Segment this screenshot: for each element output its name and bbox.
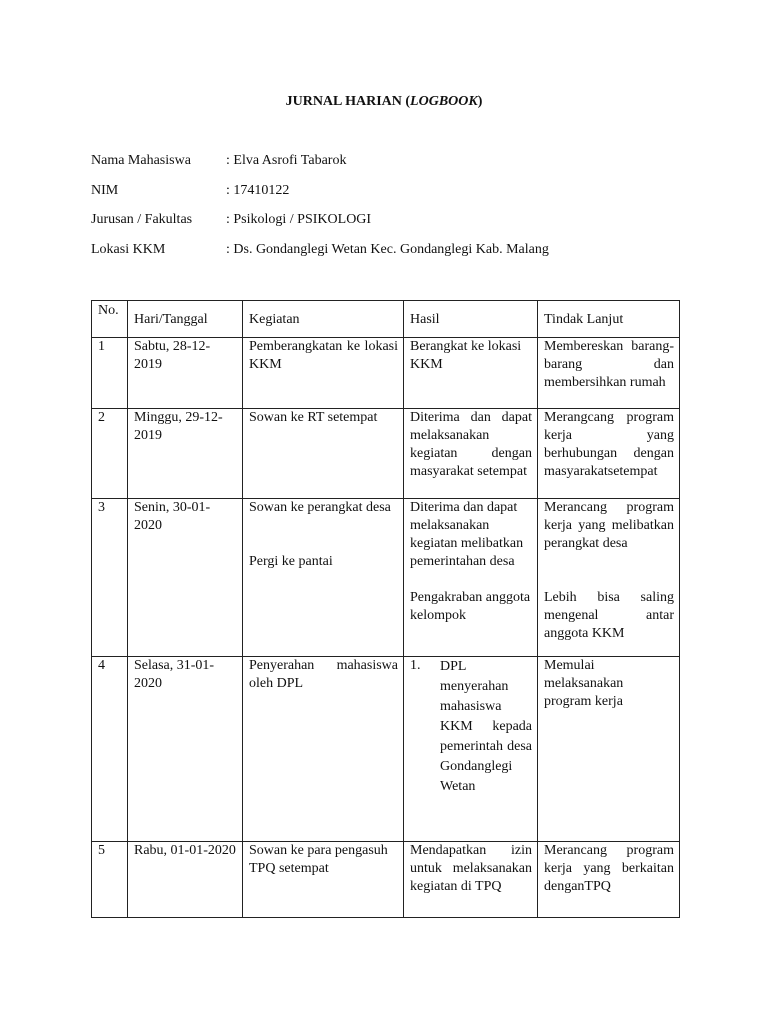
- activity-text: Sowan ke perangkat desa: [249, 500, 391, 515]
- table-row: [92, 842, 680, 918]
- cell-activity: [243, 499, 404, 657]
- table-row: [92, 409, 680, 499]
- cell-no: 2: [92, 409, 128, 499]
- cell-result: [404, 657, 538, 842]
- cell-activity: Sowan ke para pengasuh TPQ setempat: [243, 842, 404, 918]
- cell-activity: Pemberangkatan ke lokasi KKM: [243, 338, 404, 409]
- info-value: : Ds. Gondanglegi Wetan Kec. Gondanglegi Kab. Malang: [226, 242, 549, 257]
- activity-text-secondary: Pergi ke pantai: [249, 554, 333, 569]
- cell-no: 4: [92, 657, 128, 842]
- info-value: : Psikologi / PSIKOLOGI: [226, 212, 372, 227]
- result-text: Diterima dan dapat melaksanakan kegiatan melibatkan pemerintahan desa: [410, 500, 524, 569]
- list-number: 1.: [410, 658, 421, 673]
- follow-text-secondary: Lebih bisa saling mengenal antar anggota KKM: [544, 590, 674, 641]
- header-cell: [128, 301, 243, 338]
- header-cell: [538, 301, 680, 338]
- list-text: DPL menyerahan mahasiswa KKM kepada pemerintah desa Gondanglegi Wetan: [440, 659, 532, 794]
- title-main: JURNAL HARIAN (: [285, 94, 411, 109]
- header-follow: Tindak Lanjut: [544, 312, 624, 327]
- cell-follow: Merangcang program kerja yang berhubungan dengan masyarakatsetempat: [538, 409, 680, 499]
- cell-follow: Membereskan barang-barang dan membersihkan rumah: [538, 338, 680, 409]
- result-text-secondary: Pengakraban anggota kelompok: [410, 590, 531, 623]
- result-numbered-item: [410, 657, 532, 797]
- header-no: No.: [98, 303, 119, 318]
- cell-activity: Sowan ke RT setempat: [243, 409, 404, 499]
- cell-follow: Memulai melaksanakan program kerja: [538, 657, 680, 842]
- cell-activity: Penyerahan mahasiswa oleh DPL: [243, 657, 404, 842]
- info-label: Nama Mahasiswa: [91, 153, 191, 168]
- header-cell: [404, 301, 538, 338]
- info-label: Lokasi KKM: [91, 242, 166, 257]
- info-label: Jurusan / Fakultas: [91, 212, 193, 227]
- cell-date: Rabu, 01-01-2020: [128, 842, 243, 918]
- cell-follow: [538, 499, 680, 657]
- title-italic: LOGBOOK: [410, 94, 478, 109]
- cell-result: [404, 499, 538, 657]
- table-row: [92, 499, 680, 657]
- cell-follow: Merancang program kerja yang berkaitan denganTPQ: [538, 842, 680, 918]
- cell-date: Sabtu, 28-12-2019: [128, 338, 243, 409]
- cell-result: Berangkat ke lokasi KKM: [404, 338, 538, 409]
- cell-no: 1: [92, 338, 128, 409]
- info-value: : Elva Asrofi Tabarok: [226, 153, 347, 168]
- follow-text: Merancang program kerja yang melibatkan perangkat desa: [544, 500, 674, 551]
- cell-date: Minggu, 29-12-2019: [128, 409, 243, 499]
- logbook-table: [91, 300, 680, 918]
- info-value: : 17410122: [226, 183, 290, 198]
- cell-no: 3: [92, 499, 128, 657]
- table-header-row: [92, 301, 680, 338]
- title-end: ): [477, 94, 483, 109]
- header-cell: [243, 301, 404, 338]
- header-activity: Kegiatan: [249, 312, 300, 327]
- header-result: Hasil: [410, 312, 440, 327]
- cell-no: 5: [92, 842, 128, 918]
- cell-result: Mendapatkan izin untuk melaksanakan kegiatan di TPQ: [404, 842, 538, 918]
- cell-date: Selasa, 31-01-2020: [128, 657, 243, 842]
- cell-date: Senin, 30-01-2020: [128, 499, 243, 657]
- header-date: Hari/Tanggal: [134, 312, 208, 327]
- cell-result: Diterima dan dapat melaksanakan kegiatan dengan masyarakat setempat: [404, 409, 538, 499]
- info-label: NIM: [91, 183, 119, 198]
- table-row: [92, 657, 680, 842]
- table-row: [92, 338, 680, 409]
- document-title: [0, 93, 768, 111]
- header-cell: [92, 301, 128, 338]
